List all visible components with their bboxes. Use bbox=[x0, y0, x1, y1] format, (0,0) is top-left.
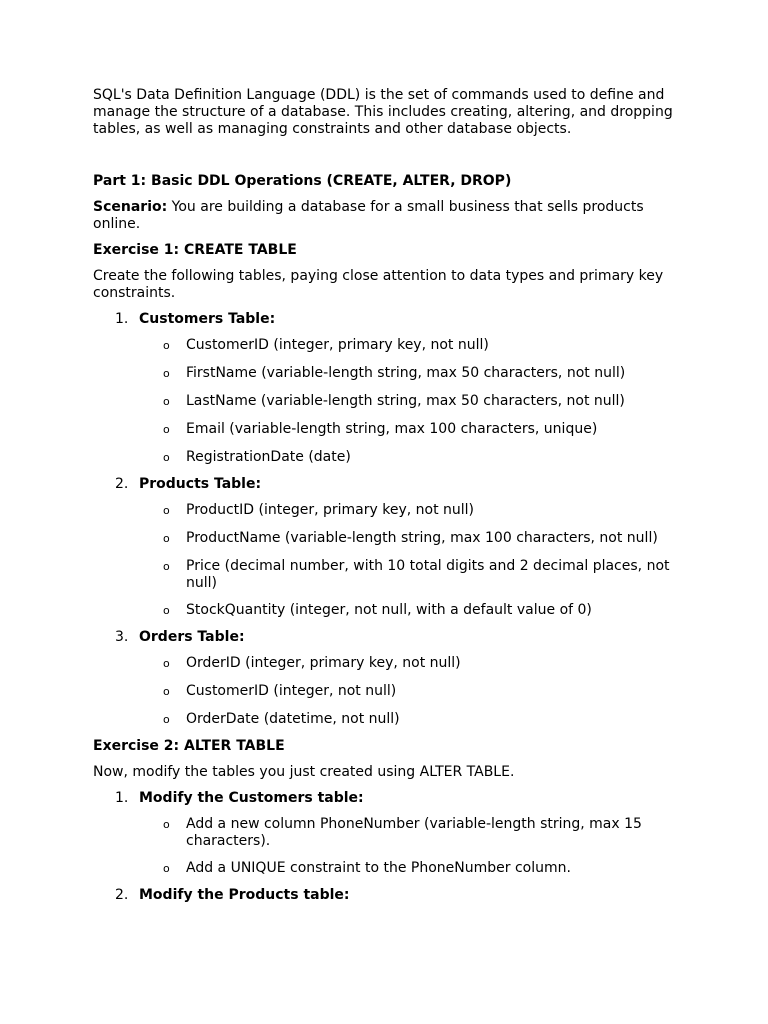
sub-list-item bbox=[93, 530, 683, 548]
bullet-icon: o bbox=[163, 504, 170, 517]
intro-paragraph: SQL's Data Definition Language (DDL) is the set of commands used to define and manage the structure of a database. This includes creating, altering, and dropping tables, as well as managing constraints and other database objects. bbox=[93, 87, 673, 137]
sub-list-item bbox=[93, 393, 683, 411]
part1-heading: Part 1: Basic DDL Operations (CREATE, ALTER, DROP) bbox=[93, 173, 512, 189]
sub-list-item bbox=[93, 860, 683, 878]
sub-list-item bbox=[93, 558, 683, 592]
scenario-paragraph bbox=[93, 199, 683, 233]
bullet-icon: o bbox=[163, 818, 170, 831]
sub-list-item bbox=[93, 421, 683, 439]
sub-list-text: Email (variable-length string, max 100 characters, unique) bbox=[186, 421, 598, 437]
sub-list-text: RegistrationDate (date) bbox=[186, 449, 351, 465]
list-item-label: Products Table: bbox=[139, 476, 262, 492]
scenario-label: Scenario: bbox=[93, 199, 168, 215]
bullet-icon: o bbox=[163, 713, 170, 726]
exercise1-heading: Exercise 1: CREATE TABLE bbox=[93, 242, 297, 258]
list-item-line bbox=[93, 790, 683, 807]
sub-list bbox=[93, 502, 683, 620]
bullet-icon: o bbox=[163, 423, 170, 436]
bullet-icon: o bbox=[163, 532, 170, 545]
sub-list-item bbox=[93, 602, 683, 620]
sub-list-item bbox=[93, 337, 683, 355]
list-item-label: Orders Table: bbox=[139, 629, 245, 645]
sub-list-text: Add a UNIQUE constraint to the PhoneNumber column. bbox=[186, 860, 571, 876]
sub-list-item bbox=[93, 502, 683, 520]
list-item-line bbox=[93, 887, 683, 904]
list-item-label: Modify the Products table: bbox=[139, 887, 350, 903]
list-item-line bbox=[93, 629, 683, 646]
list-number: 3. bbox=[115, 629, 129, 645]
bullet-icon: o bbox=[163, 862, 170, 875]
bullet-icon: o bbox=[163, 604, 170, 617]
sub-list-text: FirstName (variable-length string, max 50 characters, not null) bbox=[186, 365, 626, 381]
list-item-label: Modify the Customers table: bbox=[139, 790, 364, 806]
sub-list-text: Price (decimal number, with 10 total digits and 2 decimal places, not null) bbox=[186, 558, 670, 591]
sub-list-item bbox=[93, 449, 683, 467]
scenario-text: You are building a database for a small business that sells products online. bbox=[93, 199, 644, 232]
sub-list-item bbox=[93, 711, 683, 729]
list-item-line bbox=[93, 476, 683, 493]
sub-list-text: ProductName (variable-length string, max 100 characters, not null) bbox=[186, 530, 658, 546]
exercise2-heading: Exercise 2: ALTER TABLE bbox=[93, 738, 285, 754]
list-number: 2. bbox=[115, 476, 129, 492]
bullet-icon: o bbox=[163, 685, 170, 698]
list-item-label: Customers Table: bbox=[139, 311, 276, 327]
bullet-icon: o bbox=[163, 339, 170, 352]
sub-list-item bbox=[93, 816, 683, 850]
sub-list bbox=[93, 655, 683, 729]
list-number: 2. bbox=[115, 887, 129, 903]
bullet-icon: o bbox=[163, 560, 170, 573]
exercise1-list bbox=[93, 311, 683, 729]
sub-list-item bbox=[93, 655, 683, 673]
list-item bbox=[93, 311, 683, 467]
sub-list-text: OrderDate (datetime, not null) bbox=[186, 711, 400, 727]
list-item bbox=[93, 629, 683, 729]
list-number: 1. bbox=[115, 311, 129, 327]
exercise2-list bbox=[93, 790, 683, 904]
sub-list-text: Add a new column PhoneNumber (variable-length string, max 15 characters). bbox=[186, 816, 642, 849]
list-item bbox=[93, 476, 683, 620]
sub-list-text: ProductID (integer, primary key, not null) bbox=[186, 502, 475, 518]
sub-list-text: CustomerID (integer, primary key, not null) bbox=[186, 337, 489, 353]
list-item bbox=[93, 790, 683, 878]
bullet-icon: o bbox=[163, 657, 170, 670]
list-item bbox=[93, 887, 683, 904]
sub-list-text: CustomerID (integer, not null) bbox=[186, 683, 397, 699]
sub-list-text: LastName (variable-length string, max 50 characters, not null) bbox=[186, 393, 625, 409]
list-number: 1. bbox=[115, 790, 129, 806]
bullet-icon: o bbox=[163, 395, 170, 408]
document-page bbox=[93, 87, 683, 913]
sub-list-text: OrderID (integer, primary key, not null) bbox=[186, 655, 461, 671]
bullet-icon: o bbox=[163, 451, 170, 464]
exercise2-instruction: Now, modify the tables you just created using ALTER TABLE. bbox=[93, 764, 515, 780]
sub-list-text: StockQuantity (integer, not null, with a default value of 0) bbox=[186, 602, 592, 618]
exercise1-instruction: Create the following tables, paying close attention to data types and primary key constraints. bbox=[93, 268, 664, 301]
bullet-icon: o bbox=[163, 367, 170, 380]
sub-list-item bbox=[93, 683, 683, 701]
sub-list-item bbox=[93, 365, 683, 383]
list-item-line bbox=[93, 311, 683, 328]
sub-list bbox=[93, 337, 683, 467]
sub-list bbox=[93, 816, 683, 878]
